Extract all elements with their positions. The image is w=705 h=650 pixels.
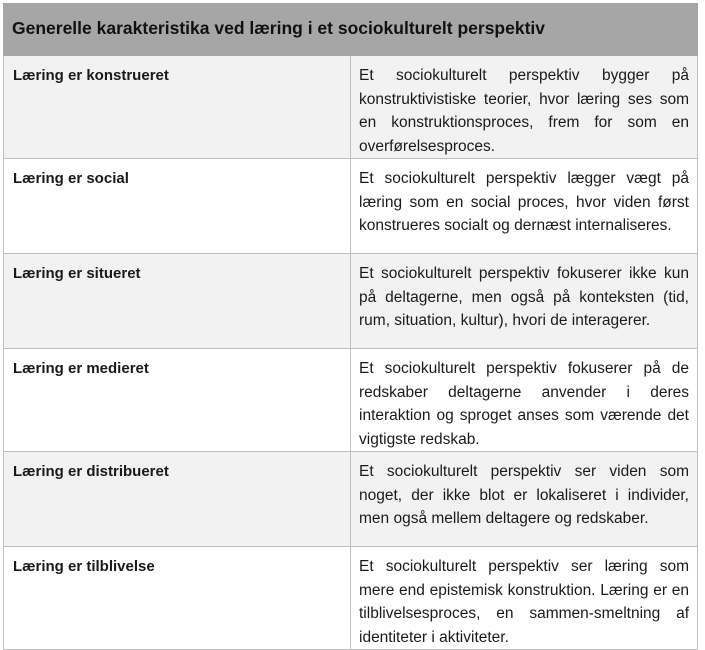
table-row	[4, 452, 698, 547]
row-label: Læring er tilblivelse	[4, 547, 351, 650]
row-label: Læring er medieret	[4, 349, 351, 452]
row-description: Et sociokulturelt perspektiv fokuserer på de redskaber deltagerne anvender i deres interaktion og sproget anses som værende det vigtigste redskab.	[351, 349, 698, 452]
row-label: Læring er konstrueret	[4, 56, 351, 159]
row-description: Et sociokulturelt perspektiv fokuserer ikke kun på deltagerne, men også på konteksten (tid, rum, situation, kultur), hvori de interagerer.	[351, 254, 698, 349]
table-row	[4, 349, 698, 452]
row-label: Læring er situeret	[4, 254, 351, 349]
table-row	[4, 547, 698, 650]
row-description: Et sociokulturelt perspektiv ser læring som mere end epistemisk konstruktion. Læring er en tilblivelsesproces, en sammen-smeltning af identiteter i aktiviteter.	[351, 547, 698, 650]
row-label: Læring er social	[4, 159, 351, 254]
table-title: Generelle karakteristika ved læring i et sociokulturelt perspektiv	[4, 4, 698, 56]
row-description: Et sociokulturelt perspektiv lægger vægt på læring som en social proces, hvor viden først konstrueres socialt og dernæst internaliseres.	[351, 159, 698, 254]
table-row	[4, 159, 698, 254]
row-description: Et sociokulturelt perspektiv bygger på konstruktivistiske teorier, hvor læring ses som en konstruktionsproces, frem for som en overførelsesproces.	[351, 56, 698, 159]
row-description: Et sociokulturelt perspektiv ser viden som noget, der ikke blot er lokaliseret i individer, men også mellem deltagere og redskaber.	[351, 452, 698, 547]
table-row	[4, 254, 698, 349]
row-label: Læring er distribueret	[4, 452, 351, 547]
table-row	[4, 56, 698, 159]
table-header-row	[4, 4, 698, 56]
characteristics-table	[3, 3, 698, 650]
characteristics-table-container	[3, 3, 698, 650]
